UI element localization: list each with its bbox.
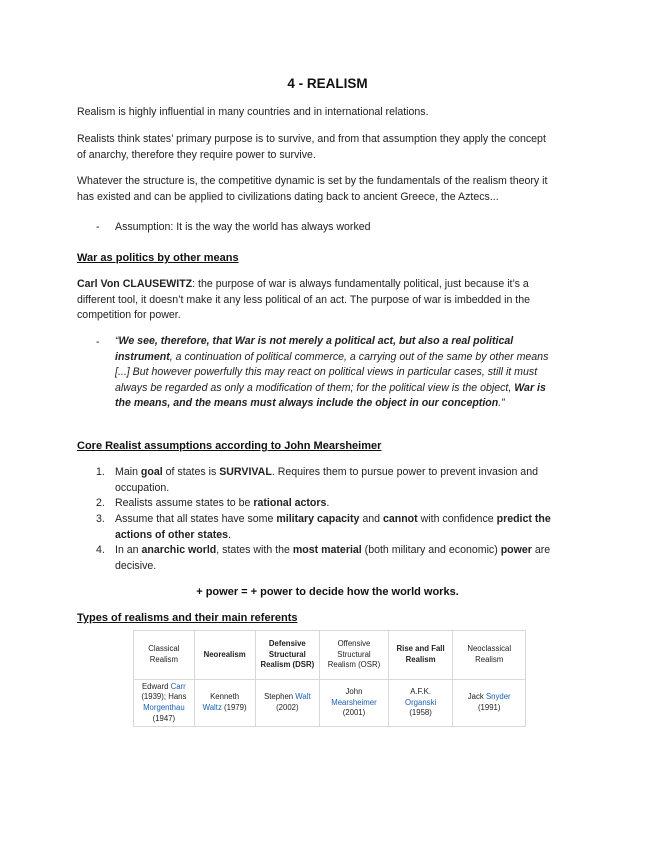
quote-dash: -: [96, 336, 100, 348]
list-item-bold: military capacity: [276, 513, 360, 525]
list-item-3: [115, 512, 555, 543]
cell-text: (1979): [221, 703, 247, 712]
list-item-bold: predict the actions of other states: [115, 513, 551, 541]
section-heading-war: War as politics by other means: [77, 252, 239, 264]
cell-neorealism: [194, 680, 255, 727]
list-item-text: .: [326, 497, 330, 509]
list-number-4: 4.: [96, 544, 105, 556]
snyder-link[interactable]: Snyder: [485, 692, 511, 702]
bullet-dash: -: [96, 221, 100, 233]
cell-neoclassical: [453, 680, 526, 727]
intro-paragraph-2: Realists think states’ primary purpose is to survive, and from that assumption they apply the concept of anarchy, therefore they require power to survive.: [77, 133, 546, 161]
table-row: [134, 680, 526, 727]
cell-text: Edward: [141, 681, 171, 691]
cell-classical: [134, 680, 195, 727]
cell-text: A.F.K.: [410, 687, 431, 697]
power-summary: + power = + power to decide how the world works.: [196, 586, 459, 598]
list-item-text: and: [359, 513, 383, 525]
quote-middle: , a continuation of political commerce, a carrying out of the same by other means [...] But however powerfully this may react on political views in particular cases, still it must always be regarded as only a modification of them; for the political view is the object,: [115, 350, 549, 394]
list-item-bold: goal: [140, 466, 163, 478]
quote-open: “: [115, 335, 119, 347]
intro-bullet-1: Assumption: It is the way the world has always worked: [115, 221, 371, 233]
realism-types-table: [133, 630, 526, 727]
list-item-text: are decisive.: [115, 544, 551, 572]
list-item-text: Assume that all states have some: [115, 513, 277, 525]
quote-bold-1: We see, therefore, that War is not merely a political act, but also a real political instrument: [115, 335, 514, 363]
list-item-text: . Requires them to pursue power to prevent invasion and occupation.: [115, 466, 538, 494]
list-number-3: 3.: [96, 513, 105, 525]
list-item-bold: power: [500, 544, 532, 556]
quote-close: .”: [498, 397, 505, 410]
header-dsr: Defensive Structural Realism (DSR): [255, 631, 320, 680]
list-item-text: , states with the: [216, 544, 293, 556]
cell-text: Stephen: [264, 692, 296, 702]
cell-text: (2002): [276, 703, 299, 712]
cell-text: Kenneth: [210, 692, 240, 702]
header-neoclassical: Neoclassical Realism: [453, 631, 526, 680]
clausewitz-paragraph: [77, 277, 555, 324]
cell-osr: [320, 680, 389, 727]
organski-link[interactable]: Organski: [405, 697, 437, 707]
table-header-row: [134, 631, 526, 680]
list-item-text: Realists assume states to be: [115, 497, 254, 509]
carr-link[interactable]: Carr: [170, 681, 186, 691]
list-item-text: .: [228, 528, 231, 541]
clausewitz-quote: [115, 334, 560, 412]
cell-text: Jack: [467, 692, 486, 702]
list-item-1: [115, 465, 555, 496]
section-heading-mearsheimer: Core Realist assumptions according to John Mearsheimer: [77, 440, 382, 452]
cell-text: John: [345, 687, 363, 697]
cell-text: (1947): [152, 713, 176, 723]
intro-paragraph-1: Realism is highly influential in many countries and in international relations.: [77, 106, 429, 118]
list-item-4: [115, 543, 555, 574]
intro-paragraph-3: Whatever the structure is, the competitive dynamic is set by the fundamentals of the realism theory it has existed and can be applied to civilizations dating back to ancient Greece, the Aztecs...: [77, 175, 548, 203]
list-item-2: [115, 496, 555, 512]
walt-link[interactable]: Walt: [295, 692, 311, 702]
section-heading-types: Types of realisms and their main referents: [77, 612, 298, 624]
cell-dsr: [255, 680, 320, 727]
list-item-text: In an: [115, 544, 142, 556]
cell-text: (1958): [409, 708, 432, 718]
morgenthau-link[interactable]: Morgenthau: [143, 703, 185, 712]
list-item-bold: SURVIVAL: [219, 466, 272, 478]
list-number-1: 1.: [96, 466, 105, 478]
waltz-link[interactable]: Waltz: [202, 703, 222, 712]
quote-bold-2: War is the means, and the means must always include the object in our conception: [115, 381, 546, 410]
list-number-2: 2.: [96, 497, 105, 509]
list-item-text: with confidence: [417, 513, 497, 525]
header-rise-fall: Rise and Fall Realism: [388, 631, 453, 680]
mearsheimer-link[interactable]: Mearsheimer: [331, 697, 377, 707]
header-classical: Classical Realism: [134, 631, 195, 680]
header-neorealism: Neorealism: [194, 631, 255, 680]
cell-rise-fall: [388, 680, 453, 727]
list-item-bold: cannot: [382, 513, 418, 525]
cell-text: (1991): [477, 703, 501, 712]
list-item-text: of states is: [162, 466, 220, 478]
list-item-text: Main: [115, 466, 141, 478]
clausewitz-text: : the purpose of war is always fundamentally political, just because it’s a different tool, it doesn’t make it any less political of an act. The purpose of war is imbedded in the competition for power.: [77, 278, 531, 322]
page-title: 4 - REALISM: [287, 76, 368, 91]
list-item-bold: most material: [292, 544, 362, 556]
cell-text: (1939); Hans: [141, 692, 187, 702]
list-item-bold: anarchic world: [141, 544, 217, 556]
list-item-bold: rational actors: [253, 497, 327, 509]
header-osr: Offensive Structural Realism (OSR): [320, 631, 389, 680]
cell-text: (2001): [342, 708, 366, 718]
clausewitz-name: Carl Von CLAUSEWITZ: [77, 278, 193, 290]
list-item-text: (both military and economic): [361, 544, 501, 556]
